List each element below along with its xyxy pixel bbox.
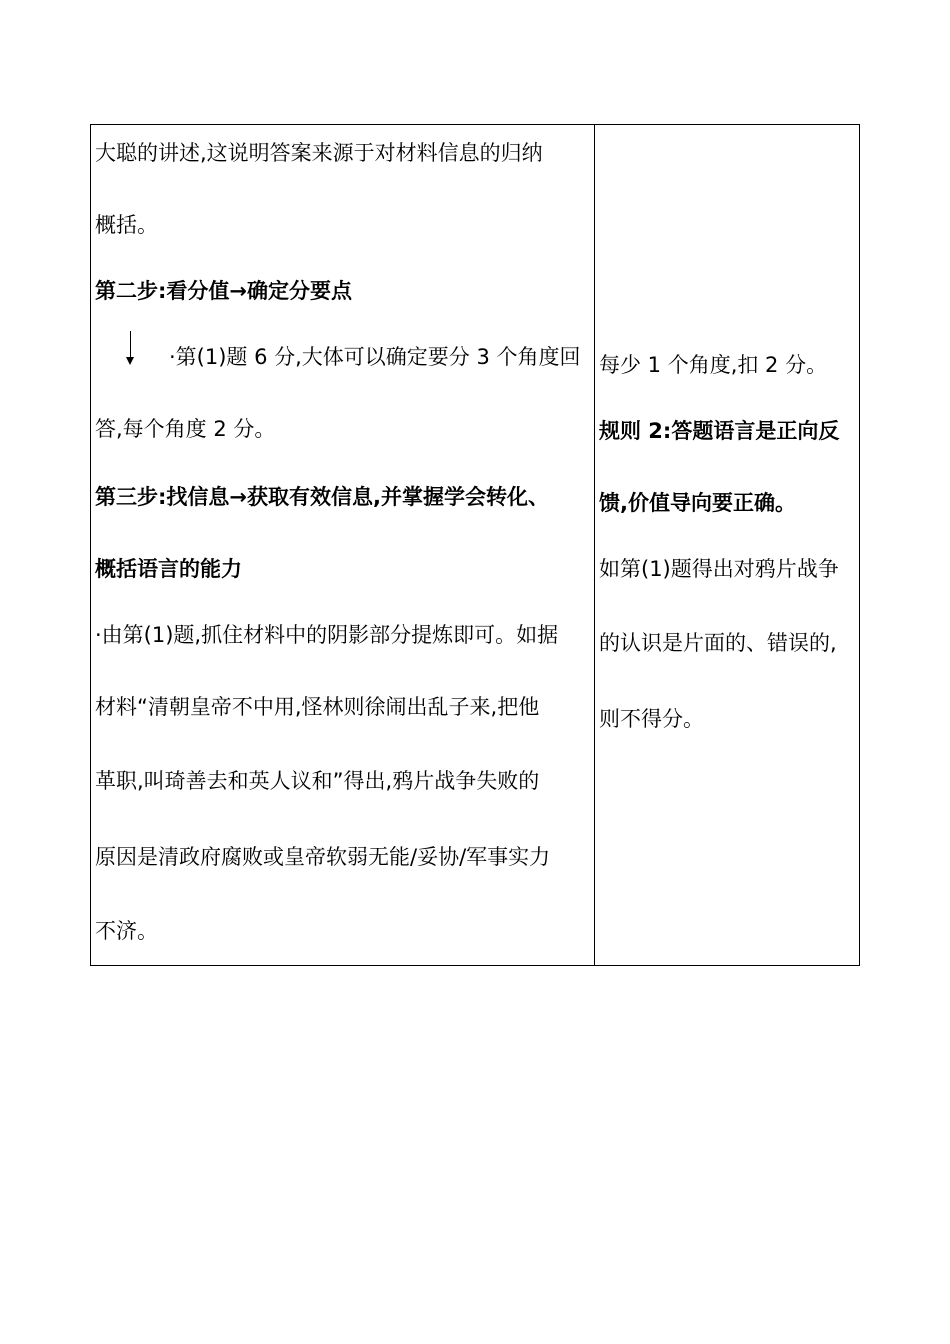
step-two-heading: 第二步:看分值→确定分要点 xyxy=(95,279,352,303)
rule-two-heading-cont: 馈,价值导向要正确。 xyxy=(599,491,796,515)
left-text-line: 大聪的讲述,这说明答案来源于对材料信息的归纳 xyxy=(95,141,543,165)
left-text-line: 答,每个角度 2 分。 xyxy=(95,417,276,441)
down-arrow-icon xyxy=(130,331,131,359)
step-three-heading: 第三步:找信息→获取有效信息,并掌握学会转化、 xyxy=(95,485,549,509)
left-text-line: 不济。 xyxy=(95,919,158,943)
answer-table xyxy=(90,124,860,966)
right-text-line: 如第(1)题得出对鸦片战争 xyxy=(599,557,839,581)
right-text-line: 的认识是片面的、错误的, xyxy=(599,631,837,655)
left-text-line: ·第(1)题 6 分,大体可以确定要分 3 个角度回 xyxy=(169,345,581,369)
step-three-heading-cont: 概括语言的能力 xyxy=(95,557,242,581)
right-text-line: 每少 1 个角度,扣 2 分。 xyxy=(599,353,828,377)
left-text-line: 材料“清朝皇帝不中用,怪林则徐闹出乱子来,把他 xyxy=(95,695,540,719)
left-text-line: ·由第(1)题,抓住材料中的阴影部分提炼即可。如据 xyxy=(95,623,559,647)
column-divider xyxy=(594,125,595,965)
down-arrow-head-icon xyxy=(126,357,134,365)
rule-two-heading: 规则 2:答题语言是正向反 xyxy=(599,419,840,443)
right-text-line: 则不得分。 xyxy=(599,707,704,731)
left-text-line: 革职,叫琦善去和英人议和”得出,鸦片战争失败的 xyxy=(95,769,540,793)
left-text-line: 原因是清政府腐败或皇帝软弱无能/妥协/军事实力 xyxy=(95,845,551,869)
left-text-line: 概括。 xyxy=(95,213,158,237)
